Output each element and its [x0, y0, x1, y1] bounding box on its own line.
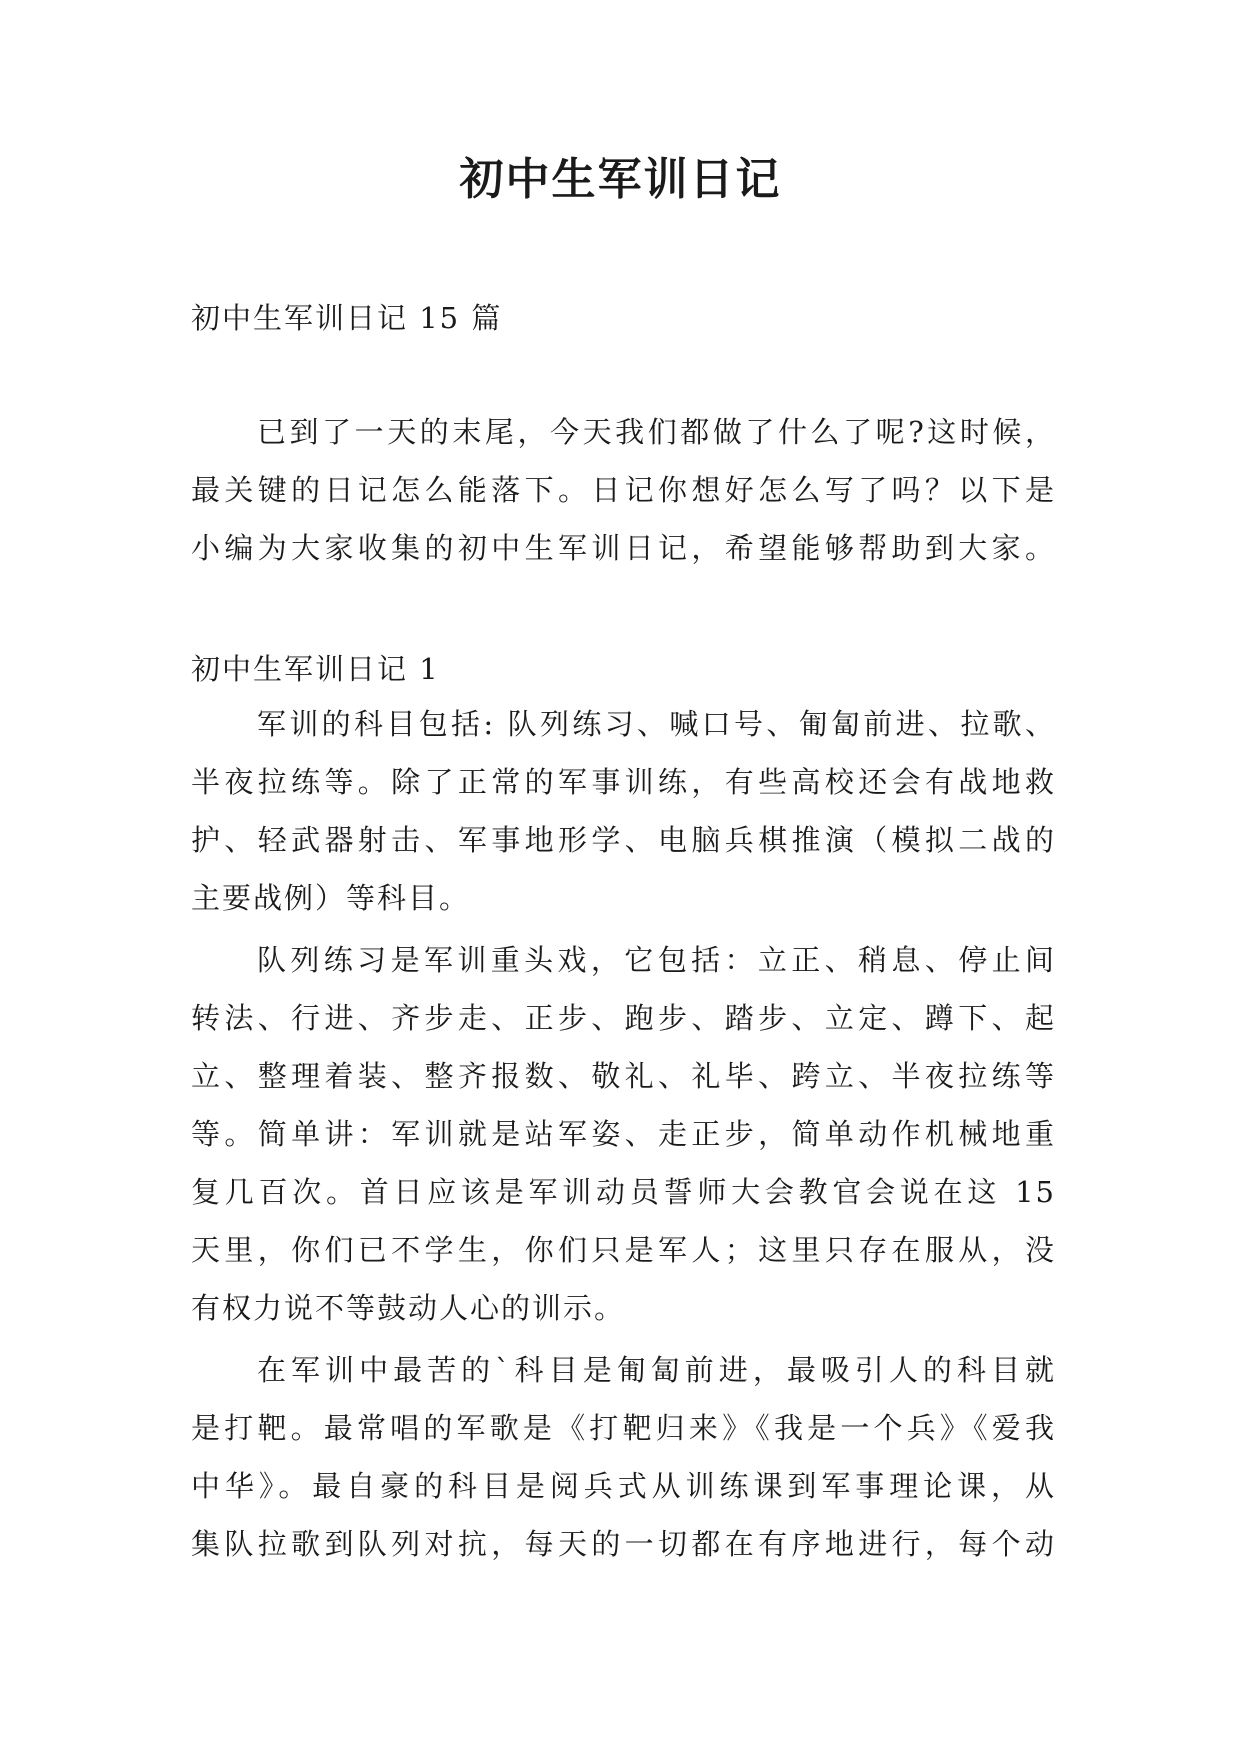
text-line: 小编为大家收集的初中生军训日记，希望能够帮助到大家。: [191, 531, 1056, 565]
intro-paragraph: [191, 403, 1056, 577]
text-line: 护、轻武器射击、军事地形学、电脑兵棋推演（模拟二战的: [191, 823, 1056, 857]
text-line: 主要战例）等科目。: [191, 881, 471, 915]
text-line: 已到了一天的末尾，今天我们都做了什么了呢?这时候，: [257, 415, 1056, 449]
document-title: 初中生军训日记: [459, 154, 782, 205]
text-line: 军训的科目包括: 队列练习、喊口号、匍匐前进、拉歌、: [257, 707, 1056, 741]
document-subtitle: [191, 289, 1056, 347]
text-line: 集队拉歌到队列对抗，每天的一切都在有序地进行，每个动: [191, 1527, 1056, 1561]
text-line: 最关键的日记怎么能落下。日记你想好怎么写了吗？以下是: [191, 473, 1056, 507]
text-line: 有权力说不等鼓动人心的训示。: [191, 1291, 626, 1325]
section-heading: [191, 640, 1056, 698]
body-paragraph: [191, 695, 1056, 927]
text-line: 天里，你们已不学生，你们只是军人；这里只存在服从，没: [191, 1233, 1056, 1267]
text-line: 半夜拉练等。除了正常的军事训练，有些高校还会有战地救: [191, 765, 1056, 799]
body-paragraph: [191, 1341, 1056, 1573]
text-line: 立、整理着装、整齐报数、敬礼、礼毕、跨立、半夜拉练等: [191, 1059, 1056, 1093]
text-line: 在军训中最苦的`科目是匍匐前进，最吸引人的科目就: [257, 1353, 1056, 1387]
text-line: 队列练习是军训重头戏，它包括：立正、稍息、停止间: [257, 943, 1056, 977]
text-line: 是打靶。最常唱的军歌是《打靶归来》《我是一个兵》《爱我: [191, 1411, 1056, 1445]
text-line: 中华》。最自豪的科目是阅兵式从训练课到军事理论课，从: [191, 1469, 1056, 1503]
section-heading-line: 初中生军训日记 1: [191, 652, 440, 686]
subtitle-line: 初中生军训日记 15 篇: [191, 301, 503, 335]
text-line: 转法、行进、齐步走、正步、跑步、踏步、立定、蹲下、起: [191, 1001, 1056, 1035]
text-line: 复几百次。首日应该是军训动员誓师大会教官会说在这 15: [191, 1175, 1056, 1209]
body-paragraph: [191, 931, 1056, 1337]
text-line: 等。简单讲：军训就是站军姿、走正步，简单动作机械地重: [191, 1117, 1056, 1151]
